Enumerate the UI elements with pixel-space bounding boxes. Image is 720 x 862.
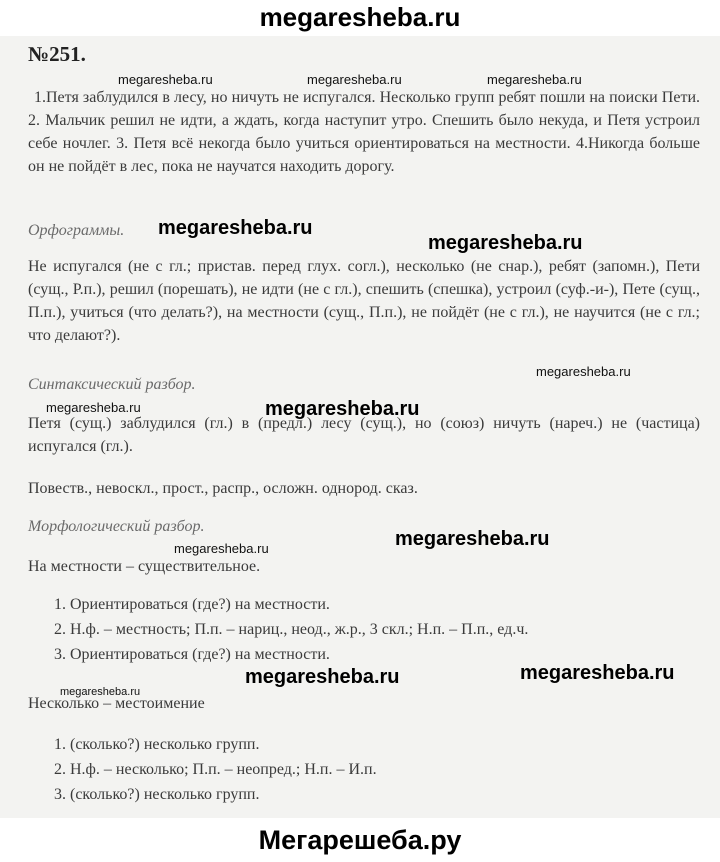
exercise-number: №251. [28, 42, 86, 66]
morph-word1-item: 2. Н.ф. – местность; П.п. – нариц., неод., ж.р., 3 скл.; Н.п. – П.п., ед.ч. [54, 621, 529, 638]
site-title-top: megaresheba.ru [0, 0, 720, 36]
morph-word2-title: Несколько – местоимение [28, 695, 205, 712]
syntax-text: Петя (сущ.) заблудился (гл.) в (предл.) лесу (сущ.), но (союз) ничуть (нареч.) не (частица) испугался (гл.). [28, 415, 700, 455]
syntax-summary: Повеств., невоскл., прост., распр., осложн. однород. сказ. [28, 480, 418, 497]
watermark: megaresheba.ru [174, 541, 269, 556]
watermark: megaresheba.ru [245, 666, 400, 688]
watermark: megaresheba.ru [46, 400, 141, 415]
site-title-bottom: Мегарешеба.ру [0, 818, 720, 859]
morph-word1-item: 3. Ориентироваться (где?) на местности. [54, 646, 330, 663]
morph-word2-item: 2. Н.ф. – несколько; П.п. – неопред.; Н.п. – И.п. [54, 761, 377, 778]
morph-word2-item: 1. (сколько?) несколько групп. [54, 736, 260, 753]
exercise-text: 1.Петя заблудился в лесу, но ничуть не испугался. Несколько групп ребят пошли на поиски Пети. 2. Мальчик решил не идти, а ждать, когда наступит утро. Спешить было некуда, и Петя устроил себе ночлег. 3. Петя всё некогда было учиться ориентироваться на местности. 4.Никогда больше он не пойдёт в лес, пока не научатся находить дорогу. [28, 89, 700, 175]
watermark: megaresheba.ru [487, 72, 582, 87]
watermark: megaresheba.ru [265, 398, 420, 420]
watermark: megaresheba.ru [428, 232, 583, 254]
watermark: megaresheba.ru [307, 72, 402, 87]
orthograms-text: Не испугался (не с гл.; пристав. перед глух. согл.), несколько (не снар.), ребят (запомн.), Пети (сущ., Р.п.), решил (порешать), не идти (не с гл.), спешить (спешка), устроил (суф.-и-), Пете (сущ., П.п.), учиться (что делать?), на местности (сущ., П.п.), не пойдёт (не с гл.), не научится (не с гл.; что делают?). [28, 258, 700, 344]
watermark: megaresheba.ru [60, 686, 141, 698]
watermark: megaresheba.ru [158, 217, 313, 239]
morph-word1-item: 1. Ориентироваться (где?) на местности. [54, 596, 330, 613]
morph-word2-item: 3. (сколько?) несколько групп. [54, 786, 260, 803]
morph-word1-title: На местности – существительное. [28, 558, 261, 575]
syntax-heading: Синтаксический разбор. [28, 376, 196, 393]
orthograms-heading: Орфограммы. [28, 222, 125, 239]
morphology-heading: Морфологический разбор. [28, 518, 205, 535]
watermark: megaresheba.ru [520, 662, 675, 684]
watermark: megaresheba.ru [395, 528, 550, 550]
watermark: megaresheba.ru [536, 364, 631, 379]
watermark: megaresheba.ru [118, 72, 213, 87]
